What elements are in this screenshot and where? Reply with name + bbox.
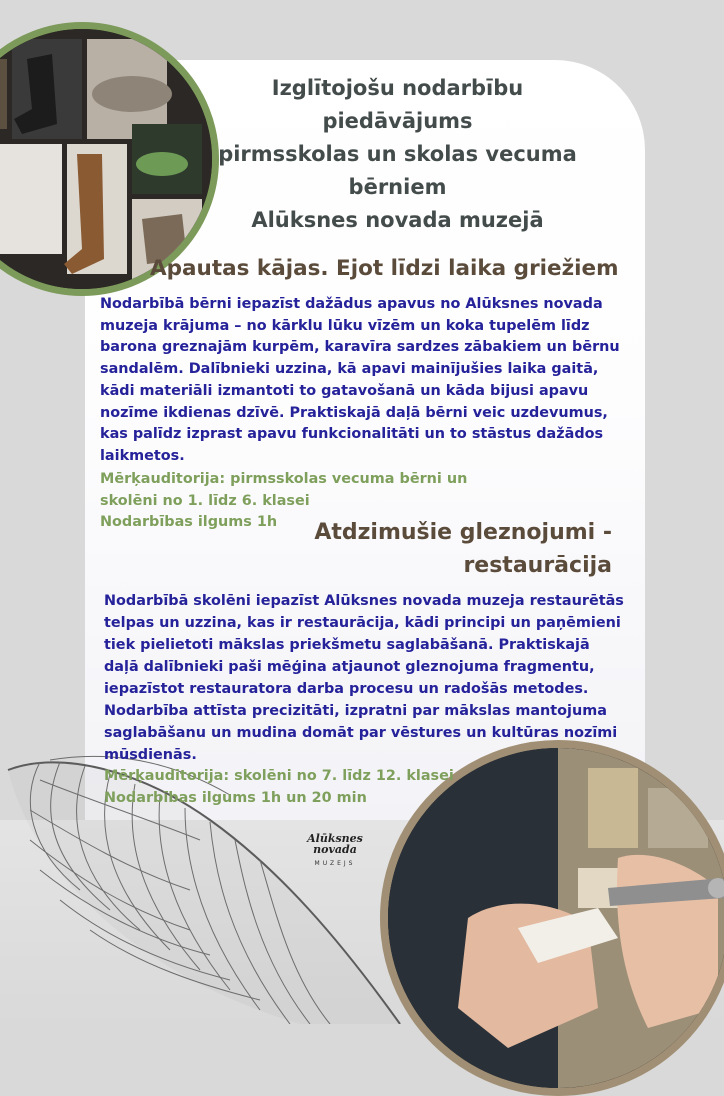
body-line: iepazīstot restauratora darba procesu un radošās metodes. — [104, 681, 589, 697]
logo-script-line: Alūksnes — [307, 832, 363, 845]
page-title — [200, 72, 595, 237]
section1-audience: skolēni no 1. līdz 6. klasei — [100, 492, 310, 509]
section1-audience: Mērķauditorija: pirmsskolas vecuma bērni un — [100, 471, 468, 487]
section2-duration: Nodarbības ilgums 1h un 20 min — [104, 790, 367, 806]
title-line: Alūksnes novada muzejā — [251, 208, 544, 232]
section2-heading — [300, 516, 612, 582]
logo-script-line: novada — [313, 843, 357, 856]
heading-line: restaurācija — [463, 553, 612, 578]
body-line: tiek pielietoti mākslas priekšmetu saglabāšanā. Praktiskajā — [104, 637, 590, 653]
body-line: sandalēm. Dalībnieki uzzina, kā apavi mainījušies laika gaitā, — [100, 361, 599, 378]
title-line: pirmsskolas un skolas vecuma — [218, 142, 577, 166]
body-line: barona greznajām kurpēm, karavīra sardzes zābakiem un bērnu — [100, 339, 620, 356]
section2-meta — [104, 765, 504, 809]
heading-line: Atdzimušie gleznojumi - — [314, 520, 612, 545]
body-line: daļā dalībnieki paši mēģina atjaunot gleznojuma fragmentu, — [104, 659, 595, 675]
body-line: kas palīdz izprast apavu funkcionalitāti un to stāstus dažādos — [100, 426, 604, 443]
body-line: Nodarbībā bērni iepazīst dažādus apavus no Alūksnes novada — [100, 296, 603, 312]
section2-body — [104, 590, 624, 766]
body-line: muzeja krājuma – no kārklu lūku vīzēm un koka tupelēm līdz — [100, 317, 590, 334]
logo-subtitle: MUZEJS — [314, 860, 356, 867]
museum-logo — [300, 833, 370, 877]
body-line: Nodarbībā skolēni iepazīst Alūksnes novada muzeja restaurētās — [104, 593, 624, 609]
body-line: mūsdienās. — [104, 747, 197, 763]
body-line: nozīme ikdienas dzīvē. Praktiskajā daļā bērni veic uzdevumus, — [100, 404, 608, 421]
section1-heading: Apautas kājas. Ejot līdzi laika griežiem — [150, 256, 619, 281]
body-line: kādi materiāli izmantoti to gatavošanā un kāda bijusi apavu — [100, 382, 589, 399]
section1-body — [100, 294, 620, 468]
section1-duration: Nodarbības ilgums 1h — [100, 514, 278, 531]
title-line: Izglītojošu nodarbību — [271, 76, 524, 100]
body-line: Nodarbība attīsta precizitāti, izpratni par mākslas mantojuma — [104, 703, 607, 719]
body-line: telpas un uzzina, kas ir restaurācija, kādi principi un paņēmieni — [104, 615, 621, 631]
section2-audience: Mērķauditorija: skolēni no 7. līdz 12. klasei — [104, 768, 454, 784]
body-line: saglabāšanu un mudina domāt par vēstures un kultūras nozīmi — [104, 725, 618, 741]
title-line: piedāvājums — [322, 109, 473, 133]
body-line: laikmetos. — [100, 447, 185, 464]
title-line: bērniem — [348, 175, 447, 199]
